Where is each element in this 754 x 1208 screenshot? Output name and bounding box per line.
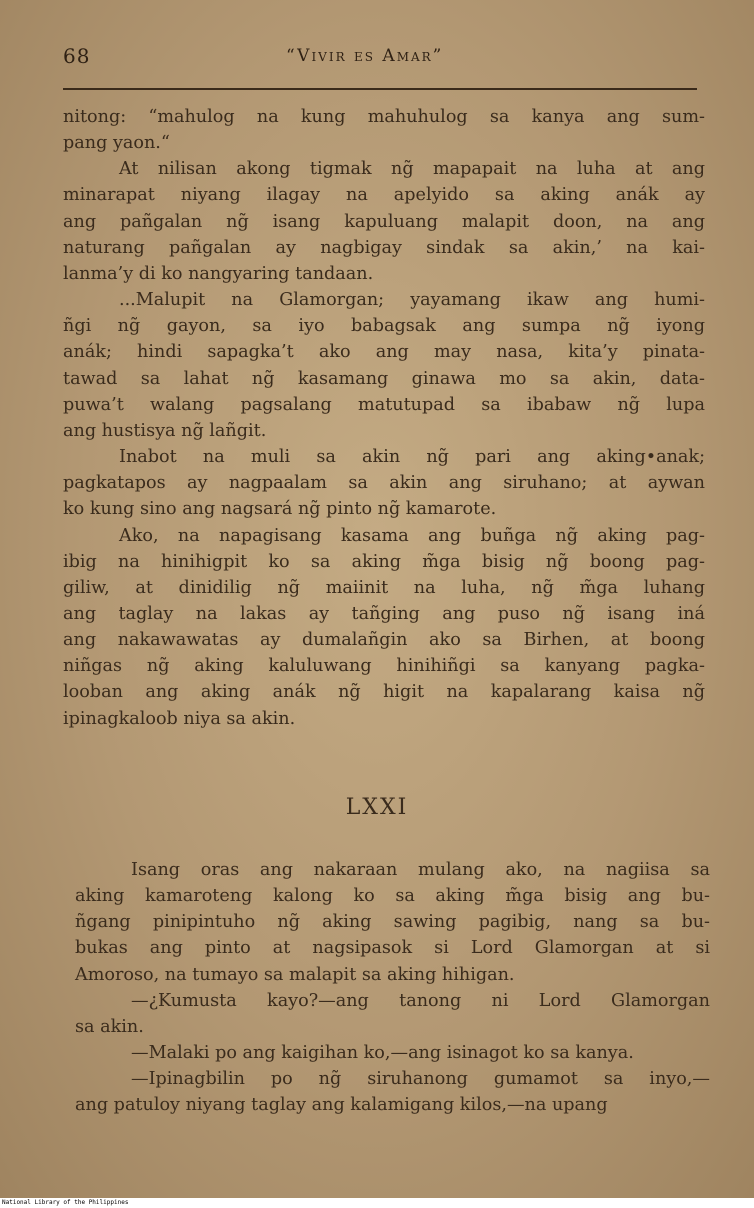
paragraph xyxy=(63,523,705,732)
header-rule xyxy=(63,88,697,90)
text-line: bukas ang pinto at nagsipasok si Lord Glamorgan at si xyxy=(75,938,710,959)
text-line: —¿Kumusta kayo?—ang tanong ni Lord Glamorgan xyxy=(131,990,710,1011)
text-line: nitong: “mahulog na kung mahuhulog sa kanya ang sum- xyxy=(63,107,705,127)
text-line: pagkatapos ay nagpaalam sa akin ang siruhano; at aywan xyxy=(63,473,705,494)
text-line: sa akin. xyxy=(75,1016,144,1037)
text-line: ang patuloy niyang taglay ang kalamigang kilos,—na upang xyxy=(75,1095,608,1116)
text-line: Inabot na muli sa akin ng̃ pari ang aking•anak; xyxy=(119,447,705,468)
running-title: “Vivir es Amar” xyxy=(286,46,444,66)
text-line: ang nakawawatas ay dumalañgin ako sa Birhen, at boong xyxy=(63,630,705,651)
text-line: looban ang aking anák ng̃ higit na kapalarang kaisa ng̃ xyxy=(63,682,705,703)
text-line: tawad sa lahat ng̃ kasamang ginawa mo sa akin, data- xyxy=(63,368,705,389)
paragraph xyxy=(63,104,705,156)
text-line: ipinagkaloob niya sa akin. xyxy=(63,708,296,729)
text-line: pang yaon.“ xyxy=(63,133,170,154)
paragraph xyxy=(75,857,710,988)
text-line: ibig na hinihigpit ko sa aking m̃ga bisig ng̃ boong pag- xyxy=(63,551,705,572)
text-line: ang taglay na lakas ay tañging ang puso ng̃ isang iná xyxy=(63,603,705,624)
paragraph xyxy=(63,287,705,444)
paragraph xyxy=(75,1066,710,1118)
footer-credit: National Library of the Philippines xyxy=(2,1199,129,1206)
text-line: ñgang pinipintuho ng̃ aking sawing pagibig, nang sa bu- xyxy=(75,912,710,933)
text-line: At nilisan akong tigmak ng̃ mapapait na luha at ang xyxy=(119,159,705,180)
text-line: —Malaki po ang kaigihan ko,—ang isinagot ko sa kanya. xyxy=(131,1043,634,1064)
text-line: —Ipinagbilin po ng̃ siruhanong gumamot sa inyo,— xyxy=(131,1069,710,1090)
text-line: Ako, na napagisang kasama ang buñga ng̃ aking pag- xyxy=(119,525,705,546)
text-line: aking kamaroteng kalong ko sa aking m̃ga bisig ang bu- xyxy=(75,886,710,907)
text-line: puwa’t walang pagsalang matutupad sa ibabaw ng̃ lupa xyxy=(63,394,705,415)
text-line: naturang pañgalan ay nagbigay sindak sa akin,’ na kai- xyxy=(63,237,705,258)
text-line: ang hustisya ng̃ lañgit. xyxy=(63,420,267,441)
text-line: ko kung sino ang nagsará ng̃ pinto ng̃ kamarote. xyxy=(63,499,497,520)
text-line: ang pañgalan ng̃ isang kapuluang malapit doon, na ang xyxy=(63,211,705,232)
text-line: niñgas ng̃ aking kaluluwang hinihiñgi sa kanyang pagka- xyxy=(63,656,705,677)
text-line: ...Malupit na Glamorgan; yayamang ikaw ang humi- xyxy=(119,290,705,311)
text-line: giliw, at dinidilig ng̃ maiinit na luha, ng̃ m̃ga luhang xyxy=(63,577,705,598)
paragraph xyxy=(63,444,705,522)
text-line: anák; hindi sapagka’t ako ang may nasa, kita’y pinata- xyxy=(63,342,705,363)
text-line: Amoroso, na tumayo sa malapit sa aking hihigan. xyxy=(75,964,515,985)
text-line: Isang oras ang nakaraan mulang ako, na nagiisa sa xyxy=(131,860,710,880)
body-text-before-chapter xyxy=(63,104,705,732)
page-header xyxy=(0,44,754,74)
chapter-heading: LXXI xyxy=(345,795,409,820)
paragraph xyxy=(75,988,710,1040)
paragraph xyxy=(75,1040,710,1066)
paragraph xyxy=(63,156,705,287)
text-line: minarapat niyang ilagay na apelyido sa aking anák ay xyxy=(63,185,705,206)
body-text-after-chapter xyxy=(75,857,710,1119)
text-line: ñgi ng̃ gayon, sa iyo babagsak ang sumpa ng̃ iyong xyxy=(63,316,705,337)
page-number: 68 xyxy=(63,44,91,68)
text-line: lanma’y di ko nangyaring tandaan. xyxy=(63,263,374,284)
